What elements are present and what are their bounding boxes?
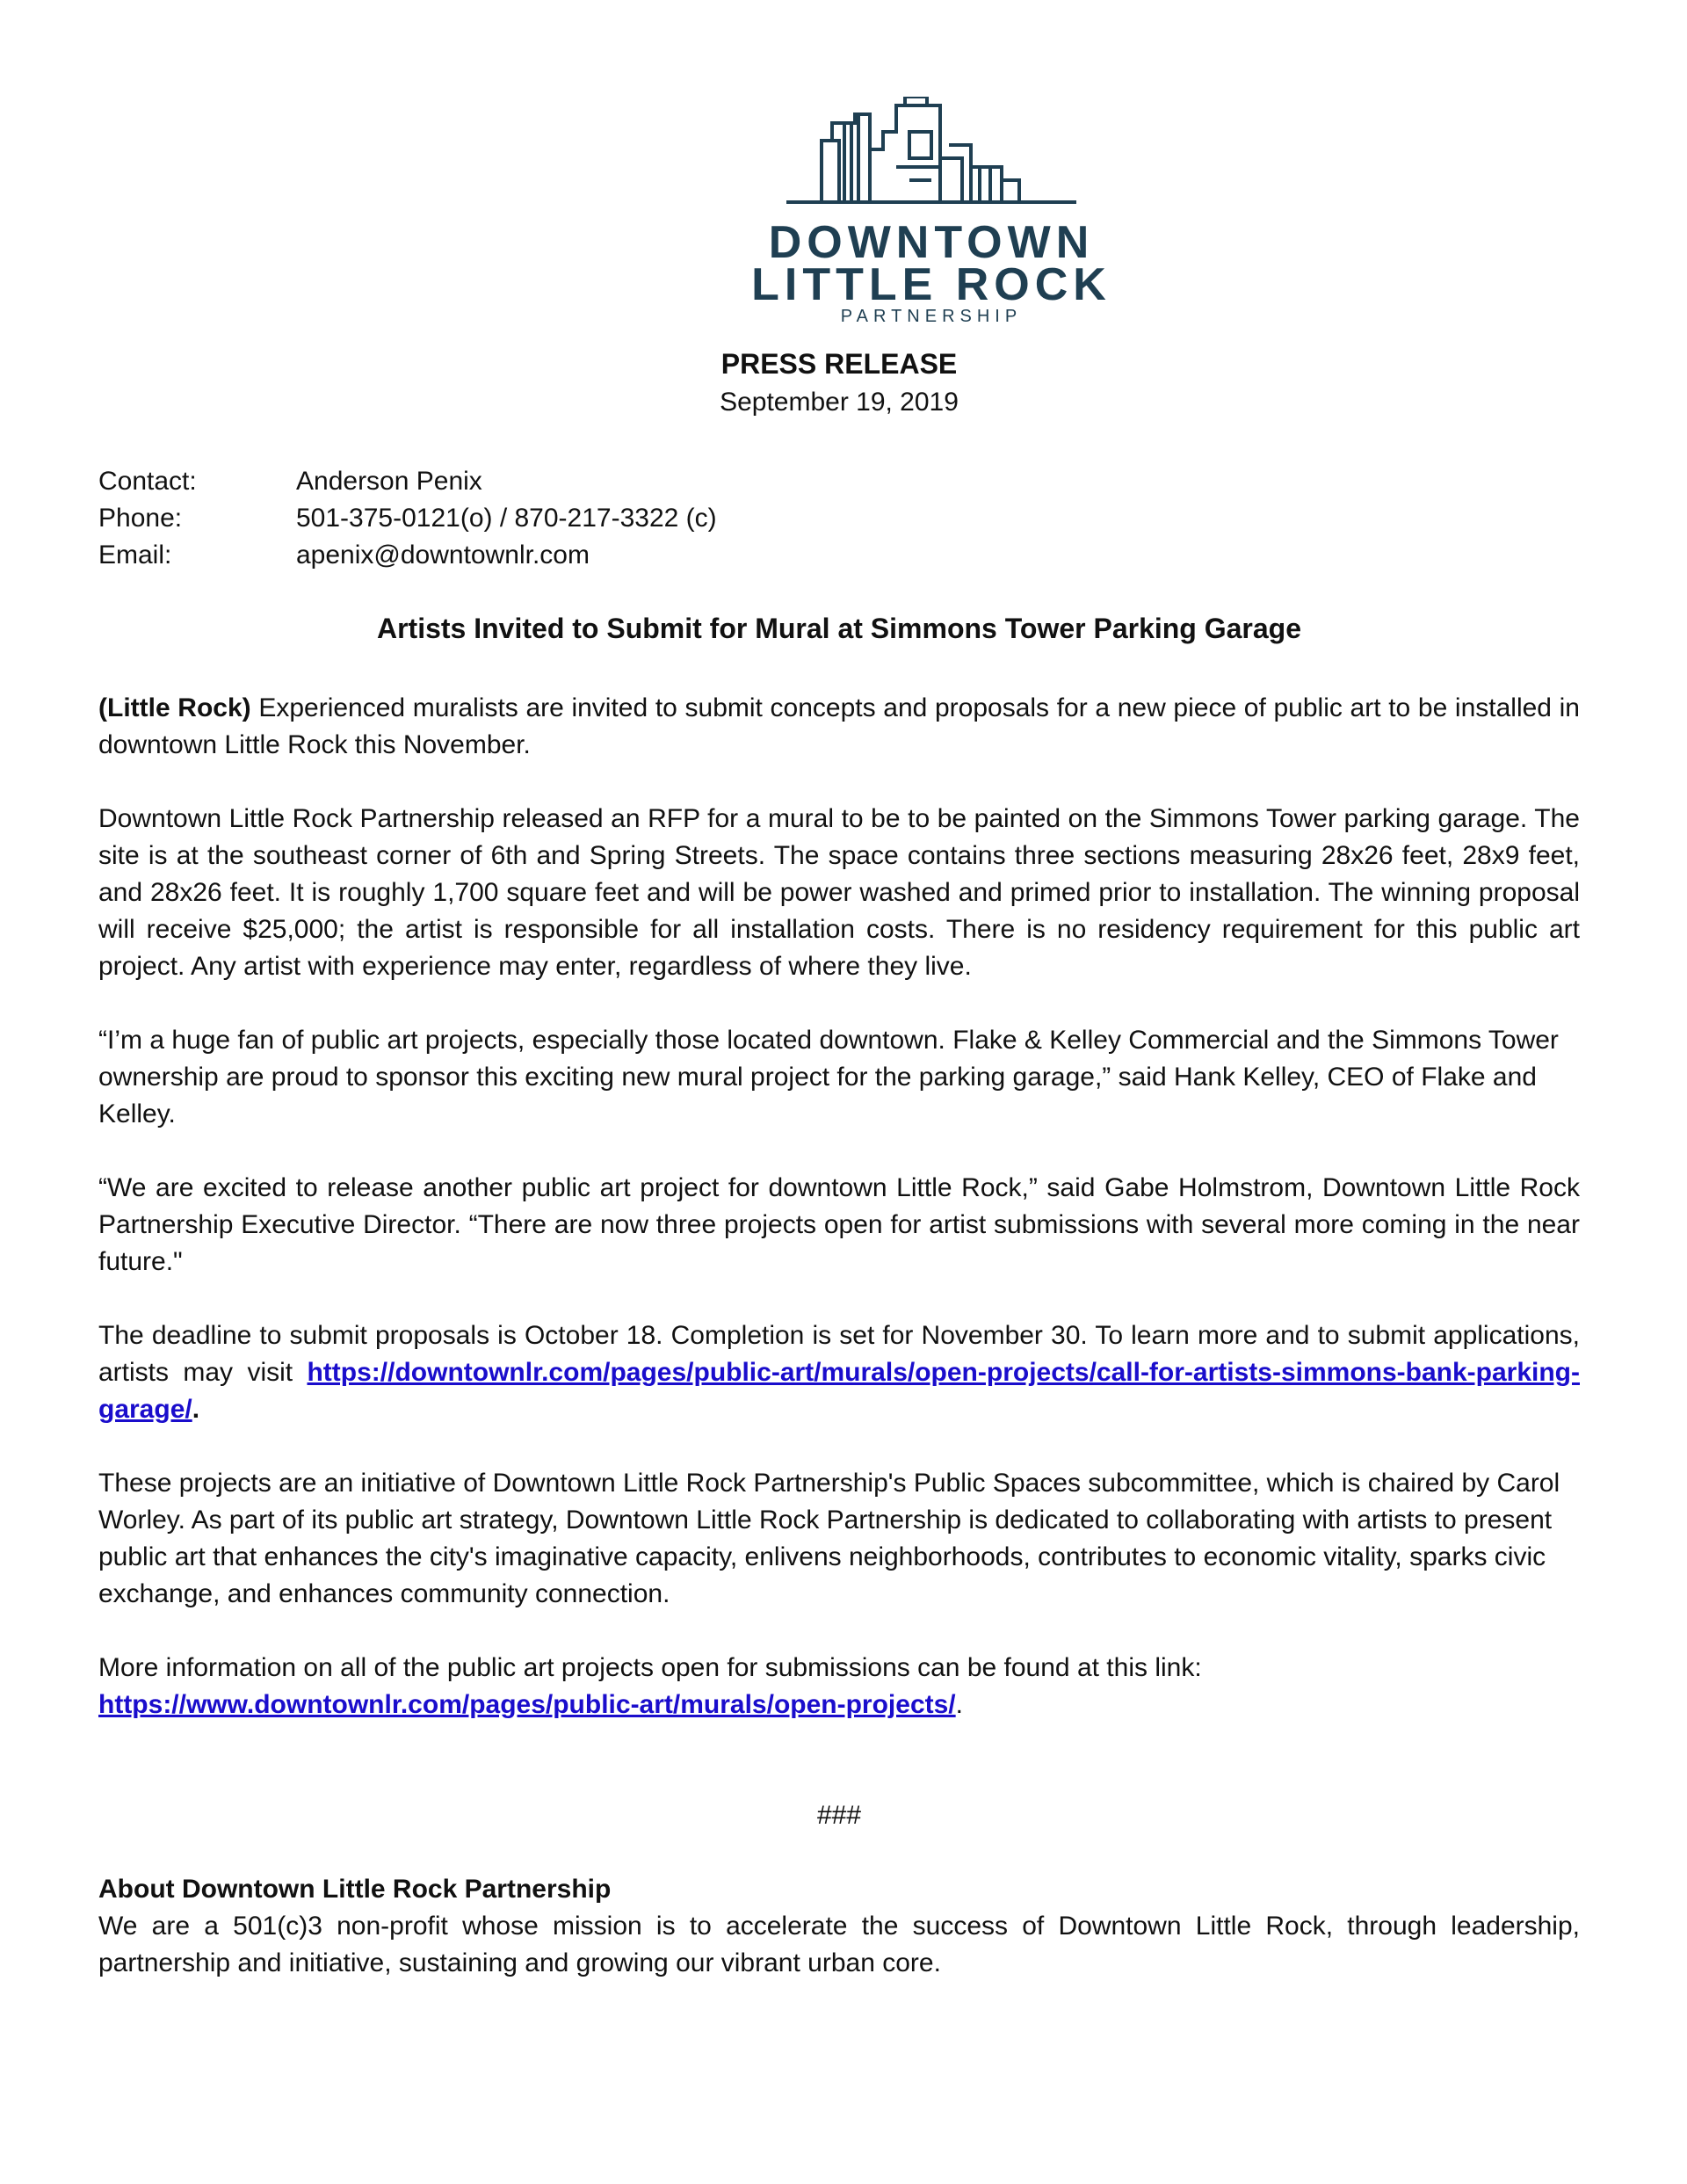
paragraph-intro (98, 690, 1580, 764)
headline: Artists Invited to Submit for Mural at Simmons Tower Parking Garage (376, 613, 1302, 644)
skyline-icon (786, 97, 1076, 211)
more-info-end: . (955, 1690, 963, 1719)
more-info-text: More information on all of the public art projects open for submissions can be found at this link: (98, 1653, 1202, 1682)
end-mark: ### (816, 1801, 862, 1830)
intro-text: Experienced muralists are invited to submit concepts and proposals for a new piece of public art to be installed in downtown Little Rock this November. (98, 693, 1580, 759)
logo-text-downtown: DOWNTOWN (768, 217, 1095, 268)
press-release-date: September 19, 2019 (720, 388, 959, 417)
about-title: About Downtown Little Rock Partnership (98, 1875, 612, 1904)
paragraph-deadline (98, 1317, 1580, 1428)
email-value: apenix@downtownlr.com (296, 541, 590, 570)
phone-row (98, 500, 717, 537)
logo-text-partnership: PARTNERSHIP (840, 307, 1023, 326)
paragraph-holmstrom-quote: “We are excited to release another public art project for downtown Little Rock,” said Gabe Holmstrom, Downtown Little Rock Partnership Executive Director. “There are now three projects open for artist submissions with several more coming in the near future." (98, 1173, 1580, 1276)
deadline-end: . (192, 1395, 200, 1424)
contact-name: Anderson Penix (296, 467, 482, 496)
phone-label: Phone: (98, 504, 183, 533)
email-label: Email: (98, 541, 172, 570)
phone-value: 501-375-0121(o) / 870-217-3322 (c) (296, 504, 717, 533)
deadline-text: The deadline to submit proposals is October 18. Completion is set for November 30. To learn more and to submit applications, artists may visit (98, 1321, 1580, 1387)
organization-logo (747, 97, 1116, 325)
logo-text-little-rock: LITTLE ROCK (751, 259, 1111, 310)
contact-row (98, 463, 717, 500)
paragraph-more-info (98, 1650, 1580, 1723)
press-release-title: PRESS RELEASE (720, 348, 958, 380)
contact-label: Contact: (98, 467, 197, 496)
paragraph-rfp: Downtown Little Rock Partnership released an RFP for a mural to be to be painted on the Simmons Tower parking garage. The site is at the southeast corner of 6th and Spring Streets. The space contains three sections measuring 28x26 feet, 28x9 feet, and 28x26 feet. It is roughly 1,700 square feet and will be power washed and primed prior to installation. The winning proposal will receive $25,000; the artist is responsible for all installation costs. There is no residency requirement for this public art project. Any artist with experience may enter, regardless of where they live. (98, 804, 1580, 981)
contact-block (98, 463, 717, 574)
paragraph-kelley-quote: “I’m a huge fan of public art projects, especially those located downtown. Flake & Kelley Commercial and the Simmons Tower ownership are proud to sponsor this exciting new mural project for the parking garage,” said Hank Kelley, CEO of Flake and Kelley. (98, 1026, 1559, 1128)
dateline: (Little Rock) (98, 693, 251, 722)
paragraph-initiative: These projects are an initiative of Downtown Little Rock Partnership's Public Spaces subcommittee, which is chaired by Carol Worley. As part of its public art strategy, Downtown Little Rock Partnership is dedicated to collaborating with artists to present public art that enhances the city's imaginative capacity, enlivens neighborhoods, contributes to economic vitality, sparks civic exchange, and enhances community connection. (98, 1469, 1560, 1608)
about-text: We are a 501(c)3 non-profit whose mission is to accelerate the success of Downtown Little Rock, through leadership, partnership and initiative, sustaining and growing our vibrant urban core. (98, 1912, 1580, 1977)
body-text (98, 690, 1580, 2019)
open-projects-link[interactable]: https://www.downtownlr.com/pages/public-art/murals/open-projects/ (98, 1690, 956, 1719)
call-for-artists-link[interactable]: https://downtownlr.com/pages/public-art/murals/open-projects/call-for-artists-simmons-bank-parking-garage/ (98, 1358, 1580, 1424)
email-row (98, 537, 717, 574)
